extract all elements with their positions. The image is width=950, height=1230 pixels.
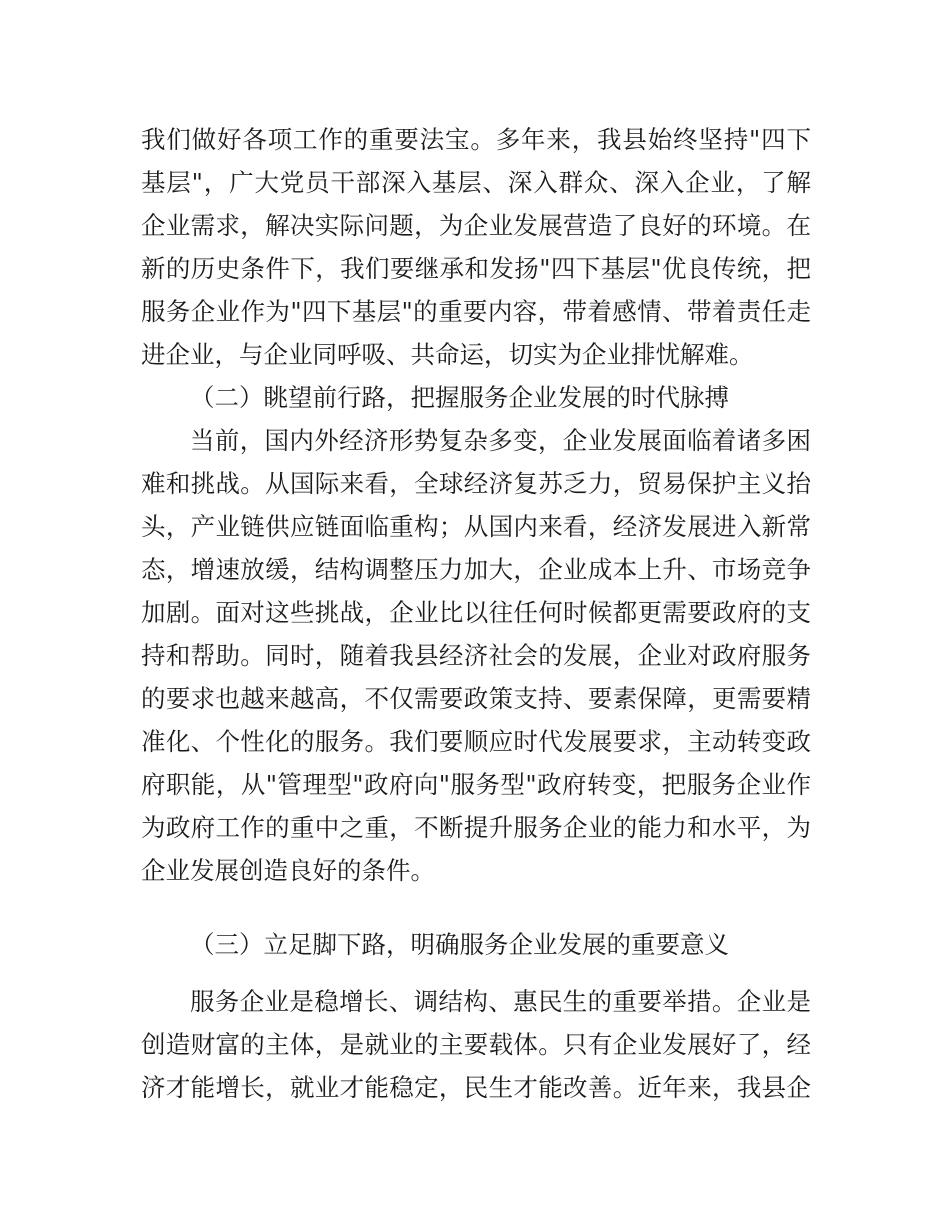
body-text-line: 难和挑战。从国际来看，全球经济复苏乏力，贸易保护主义抬 xyxy=(141,469,811,498)
paragraph-first-line: 当前，国内外经济形势复杂多变，企业发展面临着诸多困 xyxy=(190,426,811,455)
body-text-line: 企业发展创造良好的条件。 xyxy=(141,856,435,885)
body-text-line: 基层"，广大党员干部深入基层、深入群众、深入企业，了解 xyxy=(141,168,811,197)
body-text-line: 持和帮助。同时，随着我县经济社会的发展，企业对政府服务 xyxy=(141,641,811,670)
body-text-line: 为政府工作的重中之重，不断提升服务企业的能力和水平，为 xyxy=(141,813,811,842)
body-text-line: 头，产业链供应链面临重构；从国内来看，经济发展进入新常 xyxy=(141,512,811,541)
body-text-line: 创造财富的主体，是就业的主要载体。只有企业发展好了，经 xyxy=(141,1030,811,1059)
body-text-line: 态，增速放缓，结构调整压力加大，企业成本上升、市场竞争 xyxy=(141,555,811,584)
body-text-line: 新的历史条件下，我们要继承和发扬"四下基层"优良传统，把 xyxy=(141,254,811,283)
section-heading-2: （二）眺望前行路，把握服务企业发展的时代脉搏 xyxy=(190,383,729,412)
section-heading-3: （三）立足脚下路，明确服务企业发展的重要意义 xyxy=(190,930,729,959)
body-text-line: 济才能增长，就业才能稳定，民生才能改善。近年来，我县企 xyxy=(141,1073,811,1102)
body-text-line: 我们做好各项工作的重要法宝。多年来，我县始终坚持"四下 xyxy=(141,125,811,154)
body-text-line: 进企业，与企业同呼吸、共命运，切实为企业排忧解难。 xyxy=(141,340,754,369)
body-text-line: 准化、个性化的服务。我们要顺应时代发展要求，主动转变政 xyxy=(141,727,811,756)
body-text-line: 企业需求，解决实际问题，为企业发展营造了良好的环境。在 xyxy=(141,211,811,240)
body-text-line: 的要求也越来越高，不仅需要政策支持、要素保障，更需要精 xyxy=(141,684,811,713)
paragraph-first-line: 服务企业是稳增长、调结构、惠民生的重要举措。企业是 xyxy=(190,987,811,1016)
body-text-line: 服务企业作为"四下基层"的重要内容，带着感情、带着责任走 xyxy=(141,297,811,326)
body-text-line: 加剧。面对这些挑战，企业比以往任何时候都更需要政府的支 xyxy=(141,598,811,627)
body-text-line: 府职能，从"管理型"政府向"服务型"政府转变，把服务企业作 xyxy=(141,770,811,799)
